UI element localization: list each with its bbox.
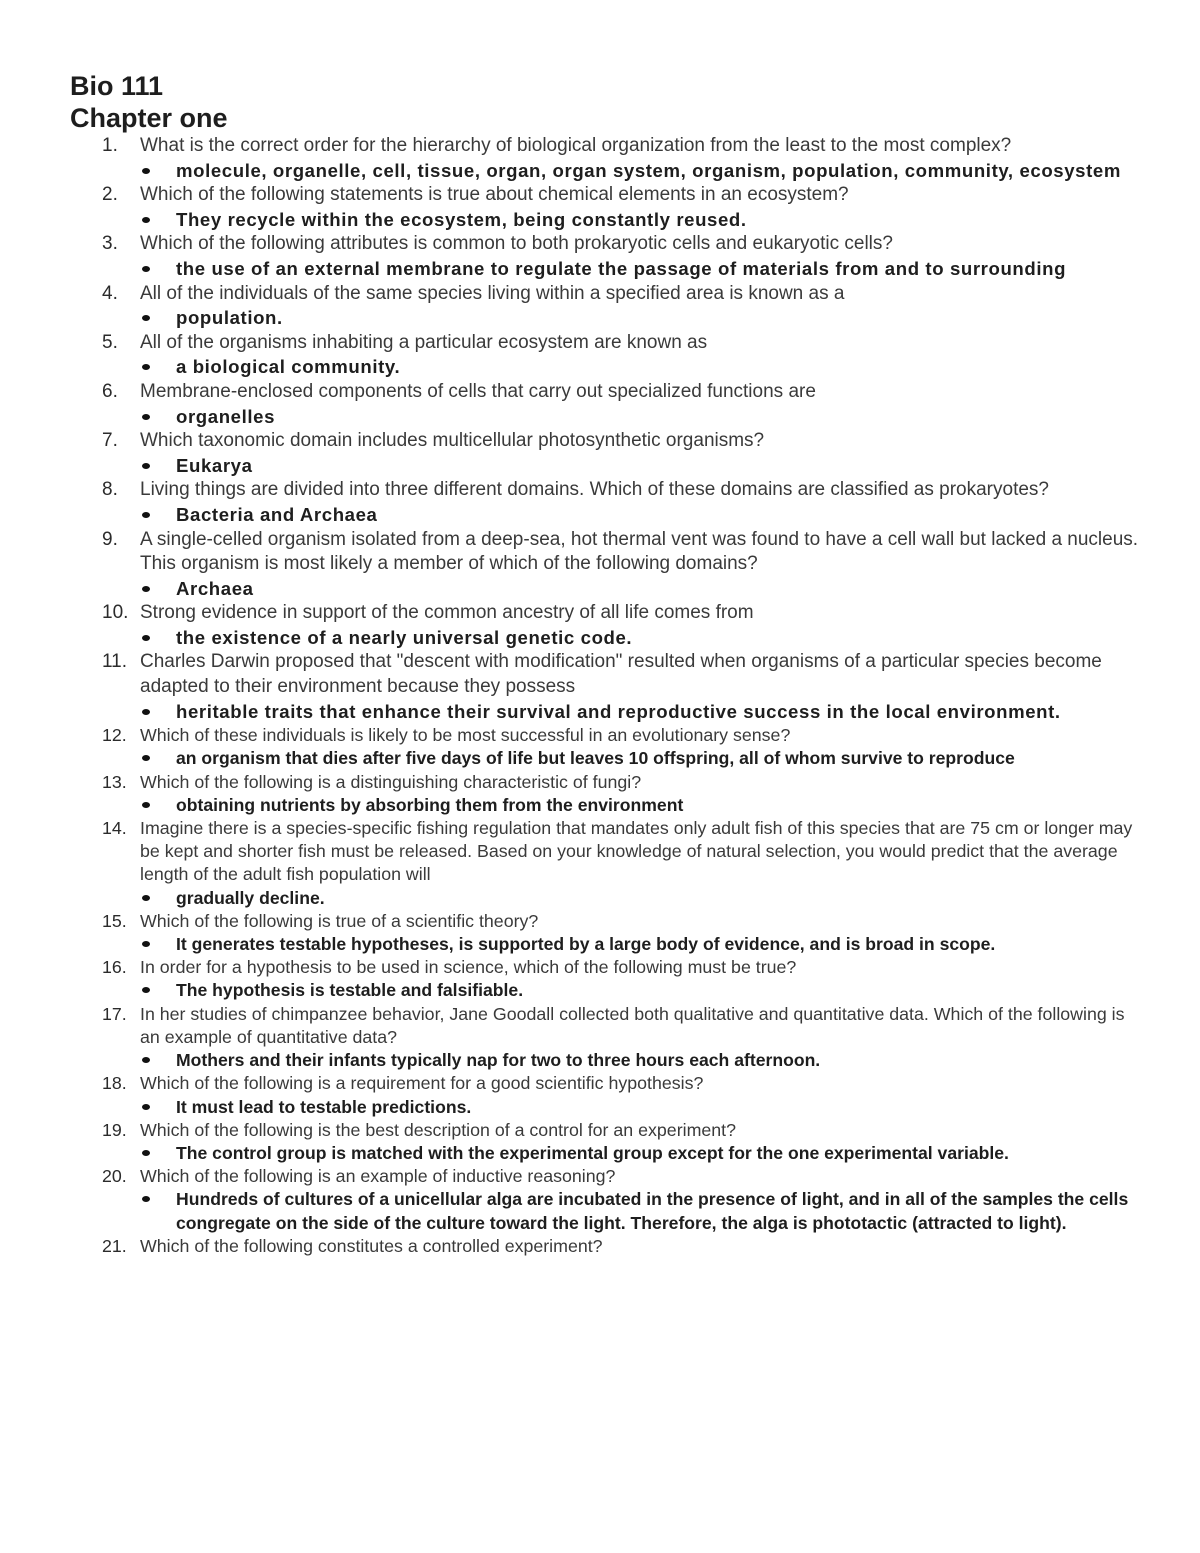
bullet-icon bbox=[142, 217, 150, 223]
question-number: 5. bbox=[102, 331, 118, 353]
answer-text: obtaining nutrients by absorbing them from the environment bbox=[176, 794, 684, 815]
answer-text: Hundreds of cultures of a unicellular alga are incubated in the presence of light, and in all of the samples the cells congregate on the side of the culture toward the light. Therefore, the alga is phototactic (attracted to light). bbox=[176, 1189, 1129, 1233]
question-number: 2. bbox=[102, 184, 118, 206]
answer-row bbox=[140, 503, 1140, 528]
answer-row bbox=[140, 979, 1140, 1002]
bullet-icon bbox=[142, 802, 150, 808]
answer-row bbox=[140, 454, 1140, 479]
question-number: 9. bbox=[102, 528, 118, 550]
question-item bbox=[70, 1003, 1140, 1073]
question-item bbox=[70, 1119, 1140, 1165]
question-item bbox=[70, 817, 1140, 910]
answer-text: molecule, organelle, cell, tissue, organ, organ system, organism, population, community, ecosystem bbox=[176, 159, 1121, 181]
question-list bbox=[70, 134, 1140, 1258]
bullet-icon bbox=[142, 1150, 150, 1156]
answer-text: the existence of a nearly universal genetic code. bbox=[176, 626, 633, 648]
question-number: 17. bbox=[102, 1003, 127, 1024]
answer-text: Archaea bbox=[176, 577, 254, 599]
question-number: 8. bbox=[102, 479, 118, 501]
bullet-icon bbox=[142, 364, 150, 370]
question-item bbox=[70, 771, 1140, 817]
question-text: Which of the following attributes is common to both prokaryotic cells and eukaryotic cells? bbox=[140, 233, 893, 255]
question-item bbox=[70, 650, 1140, 724]
question-number: 15. bbox=[102, 910, 127, 931]
answer-row bbox=[140, 933, 1140, 956]
question-text: What is the correct order for the hierarchy of biological organization from the least to the most complex? bbox=[140, 135, 1012, 156]
question-number: 7. bbox=[102, 430, 118, 452]
answer-row bbox=[140, 159, 1140, 184]
question-number: 4. bbox=[102, 282, 118, 304]
answer-text: a biological community. bbox=[176, 356, 401, 378]
question-text: Charles Darwin proposed that "descent with modification" resulted when organisms of a particular species become adapted to their environment because they possess bbox=[140, 651, 1102, 698]
answer-row bbox=[140, 208, 1140, 233]
question-text: Which of the following is an example of inductive reasoning? bbox=[140, 1166, 616, 1187]
question-text: Living things are divided into three different domains. Which of these domains are classified as prokaryotes? bbox=[140, 479, 1049, 501]
question-item bbox=[70, 1165, 1140, 1235]
answer-text: Eukarya bbox=[176, 454, 253, 476]
answer-row bbox=[140, 1142, 1140, 1165]
question-text: Which of the following is true of a scientific theory? bbox=[140, 910, 539, 931]
answer-row bbox=[140, 257, 1140, 282]
question-text: All of the organisms inhabiting a particular ecosystem are known as bbox=[140, 331, 708, 353]
question-item bbox=[70, 910, 1140, 956]
answer-row bbox=[140, 794, 1140, 817]
bullet-icon bbox=[142, 941, 150, 947]
question-item bbox=[70, 601, 1140, 650]
bullet-icon bbox=[142, 463, 150, 469]
answer-text: It generates testable hypotheses, is supported by a large body of evidence, and is broad in scope. bbox=[176, 934, 996, 955]
question-text: In order for a hypothesis to be used in science, which of the following must be true? bbox=[140, 957, 797, 978]
question-number: 20. bbox=[102, 1166, 127, 1187]
question-text: Which of the following is the best description of a control for an experiment? bbox=[140, 1119, 736, 1140]
question-text: Which of the following statements is true about chemical elements in an ecosystem? bbox=[140, 184, 849, 206]
question-text: Which of the following is a requirement for a good scientific hypothesis? bbox=[140, 1073, 704, 1094]
question-item bbox=[70, 1235, 1140, 1258]
answer-row bbox=[140, 577, 1140, 602]
question-number: 13. bbox=[102, 771, 127, 792]
answer-row bbox=[140, 306, 1140, 331]
question-item bbox=[70, 724, 1140, 770]
question-text: Which taxonomic domain includes multicellular photosynthetic organisms? bbox=[140, 430, 765, 452]
question-number: 1. bbox=[102, 135, 118, 156]
question-text: Imagine there is a species-specific fishing regulation that mandates only adult fish of this species that are 75 cm or longer may be kept and shorter fish must be released. Based on your knowledge of natural selection, you would predict that the average length of the adult fish population will bbox=[140, 818, 1133, 885]
question-item bbox=[70, 1072, 1140, 1118]
question-item bbox=[70, 429, 1140, 478]
question-text: Membrane-enclosed components of cells that carry out specialized functions are bbox=[140, 380, 816, 402]
answer-row bbox=[140, 700, 1140, 725]
question-item bbox=[70, 183, 1140, 232]
bullet-icon bbox=[142, 1196, 150, 1202]
answer-text: It must lead to testable predictions. bbox=[176, 1096, 472, 1117]
bullet-icon bbox=[142, 512, 150, 518]
answer-row bbox=[140, 1049, 1140, 1072]
document-page bbox=[70, 70, 1140, 1258]
question-number: 6. bbox=[102, 380, 118, 402]
answer-row bbox=[140, 1096, 1140, 1119]
answer-text: The hypothesis is testable and falsifiable. bbox=[176, 980, 524, 1001]
question-text: In her studies of chimpanzee behavior, Jane Goodall collected both qualitative and quantitative data. Which of the following is an example of quantitative data? bbox=[140, 1003, 1125, 1047]
bullet-icon bbox=[142, 987, 150, 993]
question-item bbox=[70, 331, 1140, 380]
answer-text: population. bbox=[176, 307, 283, 329]
answer-row bbox=[140, 355, 1140, 380]
course-title: Bio 111 bbox=[70, 71, 164, 101]
bullet-icon bbox=[142, 1104, 150, 1110]
bullet-icon bbox=[142, 315, 150, 321]
answer-text: organelles bbox=[176, 405, 276, 427]
question-text: All of the individuals of the same species living within a specified area is known as a bbox=[140, 282, 845, 304]
answer-text: Mothers and their infants typically nap for two to three hours each afternoon. bbox=[176, 1050, 821, 1071]
bullet-icon bbox=[142, 1057, 150, 1063]
answer-row bbox=[140, 887, 1140, 910]
question-number: 21. bbox=[102, 1235, 127, 1256]
question-number: 3. bbox=[102, 233, 118, 255]
bullet-icon bbox=[142, 414, 150, 420]
answer-text: the use of an external membrane to regulate the passage of materials from and to surrounding bbox=[176, 257, 1067, 279]
question-number: 12. bbox=[102, 725, 127, 746]
bullet-icon bbox=[142, 586, 150, 592]
question-number: 19. bbox=[102, 1119, 127, 1140]
question-item bbox=[70, 232, 1140, 281]
question-text: A single-celled organism isolated from a deep-sea, hot thermal vent was found to have a cell wall but lacked a nucleus. This organism is most likely a member of which of the following domains? bbox=[140, 528, 1139, 575]
chapter-title: Chapter one bbox=[70, 103, 228, 133]
question-text: Which of these individuals is likely to be most successful in an evolutionary sense? bbox=[140, 725, 791, 746]
bullet-icon bbox=[142, 709, 150, 715]
question-item bbox=[70, 478, 1140, 527]
answer-text: an organism that dies after five days of life but leaves 10 offspring, all of whom survive to reproduce bbox=[176, 748, 1015, 769]
answer-text: The control group is matched with the experimental group except for the one experimental variable. bbox=[176, 1142, 1009, 1163]
answer-row bbox=[140, 747, 1140, 770]
question-item bbox=[70, 282, 1140, 331]
question-number: 14. bbox=[102, 818, 127, 839]
question-number: 16. bbox=[102, 957, 127, 978]
question-number: 11. bbox=[102, 651, 128, 673]
answer-row bbox=[140, 626, 1140, 651]
question-number: 10. bbox=[102, 602, 129, 624]
question-item bbox=[70, 956, 1140, 1002]
question-text: Strong evidence in support of the common ancestry of all life comes from bbox=[140, 602, 754, 624]
answer-row bbox=[140, 1188, 1140, 1234]
bullet-icon bbox=[142, 168, 150, 174]
answer-text: gradually decline. bbox=[176, 887, 325, 908]
bullet-icon bbox=[142, 635, 150, 641]
answer-text: They recycle within the ecosystem, being constantly reused. bbox=[176, 208, 747, 230]
question-number: 18. bbox=[102, 1073, 127, 1094]
question-item bbox=[70, 134, 1140, 183]
question-item bbox=[70, 528, 1140, 602]
question-item bbox=[70, 380, 1140, 429]
answer-row bbox=[140, 405, 1140, 430]
question-text: Which of the following constitutes a controlled experiment? bbox=[140, 1235, 603, 1256]
bullet-icon bbox=[142, 755, 150, 761]
answer-text: Bacteria and Archaea bbox=[176, 503, 378, 525]
question-text: Which of the following is a distinguishing characteristic of fungi? bbox=[140, 771, 642, 792]
answer-text: heritable traits that enhance their survival and reproductive success in the local environment. bbox=[176, 700, 1061, 722]
bullet-icon bbox=[142, 266, 150, 272]
bullet-icon bbox=[142, 895, 150, 901]
